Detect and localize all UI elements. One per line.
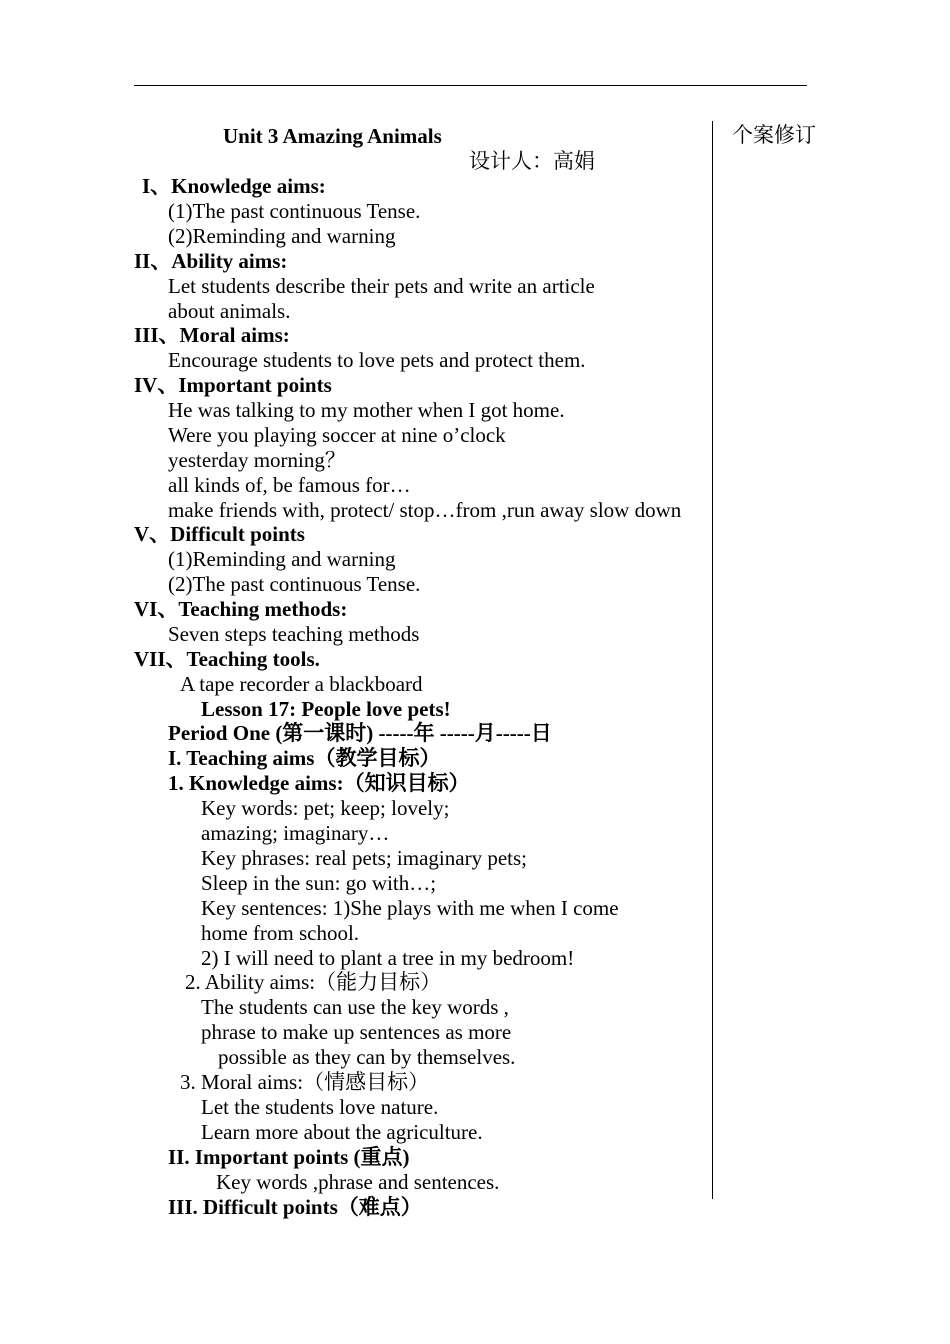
important-points-heading: IV、Important points <box>134 373 332 397</box>
lesson-knowledge-line: home from school. <box>201 921 360 945</box>
important-point-line: He was talking to my mother when I got home. <box>168 398 565 422</box>
lesson-important-point-line: Key words ,phrase and sentences. <box>216 1170 500 1194</box>
difficult-points-heading: V、Difficult points <box>134 522 305 546</box>
lesson-difficult-points-heading: III. Difficult points（难点） <box>168 1195 422 1219</box>
moral-aim-line: Encourage students to love pets and protect them. <box>168 348 586 372</box>
top-rule <box>134 85 807 86</box>
margin-column-divider <box>712 121 713 1199</box>
teaching-methods-heading: VI、Teaching methods: <box>134 597 348 621</box>
lesson-moral-aims-heading: 3. Moral aims:（情感目标） <box>180 1070 430 1094</box>
lesson-knowledge-line: Sleep in the sun: go with…; <box>201 871 437 895</box>
teaching-tools-heading: VII、Teaching tools. <box>134 647 320 671</box>
difficult-point-line: (1)Reminding and warning <box>168 547 396 571</box>
lesson-knowledge-line: Key words: pet; keep; lovely; <box>201 796 450 820</box>
lesson-ability-aims-heading: 2. Ability aims:（能力目标） <box>185 970 442 994</box>
knowledge-aim-item: (2)Reminding and warning <box>168 224 396 248</box>
ability-aim-line: Let students describe their pets and write an article <box>168 274 595 298</box>
ability-aims-heading: II、Ability aims: <box>134 249 288 273</box>
important-point-line: Were you playing soccer at nine o’clock <box>168 423 506 447</box>
revision-column-label: 个案修订 <box>732 123 816 147</box>
teaching-aims-heading: I. Teaching aims（教学目标） <box>168 746 441 770</box>
period-line: Period One (第一课时) -----年 -----月-----日 <box>168 721 552 745</box>
lesson-moral-line: Learn more about the agriculture. <box>201 1120 483 1144</box>
lesson-ability-line: phrase to make up sentences as more <box>201 1020 512 1044</box>
lesson-moral-line: Let the students love nature. <box>201 1095 439 1119</box>
lesson-knowledge-line: Key sentences: 1)She plays with me when I come <box>201 896 619 920</box>
lesson-knowledge-aims-heading: 1. Knowledge aims:（知识目标） <box>168 771 470 795</box>
lesson-knowledge-line: amazing; imaginary… <box>201 821 390 845</box>
moral-aims-heading: III、Moral aims: <box>134 323 290 347</box>
designer-line: 设计人：高娟 <box>469 149 595 173</box>
important-point-line: all kinds of, be famous for… <box>168 473 411 497</box>
lesson-ability-line: possible as they can by themselves. <box>218 1045 516 1069</box>
lesson-title: Lesson 17: People love pets! <box>201 697 451 721</box>
lesson-important-points-heading: II. Important points (重点) <box>168 1145 410 1169</box>
important-point-line: make friends with, protect/ stop…from ,run away slow down <box>168 498 682 522</box>
lesson-knowledge-line: 2) I will need to plant a tree in my bedroom! <box>201 946 575 970</box>
lesson-knowledge-line: Key phrases: real pets; imaginary pets; <box>201 846 527 870</box>
unit-title: Unit 3 Amazing Animals <box>223 124 442 148</box>
difficult-point-line: (2)The past continuous Tense. <box>168 572 421 596</box>
ability-aim-line: about animals. <box>168 299 291 323</box>
knowledge-aim-item: (1)The past continuous Tense. <box>168 199 421 223</box>
teaching-tool-line: A tape recorder a blackboard <box>180 672 423 696</box>
lesson-ability-line: The students can use the key words , <box>201 995 509 1019</box>
knowledge-aims-heading: I、Knowledge aims: <box>142 174 326 198</box>
important-point-line: yesterday morning？ <box>168 448 346 472</box>
teaching-method-line: Seven steps teaching methods <box>168 622 420 646</box>
